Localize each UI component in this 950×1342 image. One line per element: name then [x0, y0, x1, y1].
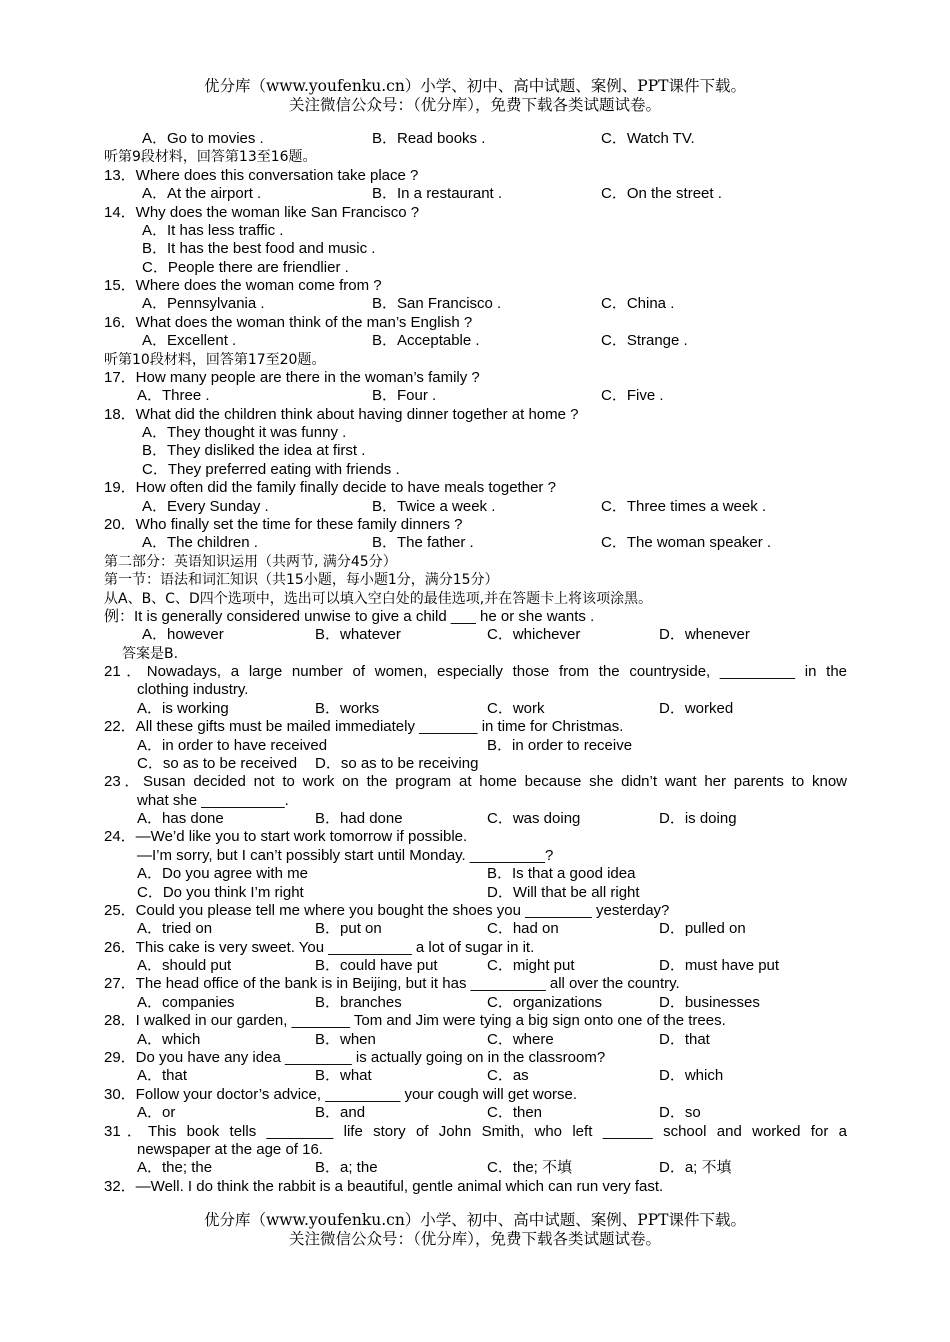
- option-text: C．as: [487, 1067, 529, 1085]
- line-text: 从A、B、C、D四个选项中，选出可以填入空白处的最佳选项,并在答题卡上将该项涂黑。: [104, 590, 653, 607]
- option-text: D．must have put: [659, 957, 780, 975]
- exam-line: [0, 479, 950, 498]
- option-text: B．Read books .: [372, 130, 486, 147]
- option-text: C．had on: [487, 920, 559, 938]
- exam-line: [0, 148, 950, 167]
- exam-line: [0, 645, 950, 664]
- line-text: C．Do you think I’m right: [137, 883, 304, 901]
- line-text: A．Three .: [137, 387, 210, 405]
- exam-line: [0, 424, 950, 443]
- line-text: C．They preferred eating with friends .: [142, 460, 400, 478]
- line-text: 16．What does the woman think of the man’s English ?: [104, 313, 473, 331]
- option-text: C．organizations: [487, 993, 603, 1011]
- exam-line: [0, 332, 950, 351]
- option-text: D．is doing: [659, 810, 737, 828]
- exam-line: [0, 773, 950, 792]
- exam-line: [0, 1104, 950, 1123]
- exam-line: [0, 700, 950, 719]
- line-text: 13．Where does this conversation take place ?: [104, 166, 419, 184]
- exam-line: [0, 259, 950, 278]
- line-text: A．They thought it was funny .: [142, 424, 347, 442]
- line-text: A．It has less traffic .: [142, 221, 284, 239]
- option-text: B．branches: [315, 993, 402, 1011]
- line-text: 22．All these gifts must be mailed immediately _______ in time for Christmas.: [104, 718, 624, 736]
- line-text: A．The children .: [142, 534, 258, 552]
- option-text: B．had done: [315, 810, 403, 828]
- line-text: 24．—We’d like you to start work tomorrow if possible.: [104, 828, 468, 846]
- line-text: A．Excellent .: [142, 332, 237, 350]
- exam-line: [0, 130, 950, 149]
- exam-line: [0, 755, 950, 774]
- option-text: B．Is that a good idea: [487, 865, 636, 883]
- line-text: A．Pennsylvania .: [142, 295, 265, 313]
- line-text: A．however: [142, 626, 224, 644]
- option-text: B．in order to receive: [487, 736, 633, 754]
- option-text: C．work: [487, 699, 545, 717]
- option-text: C．Watch TV.: [601, 130, 695, 147]
- exam-line: [0, 681, 950, 700]
- exam-line: [0, 240, 950, 259]
- line-text: 19．How often did the family finally decide to have meals together ?: [104, 479, 556, 497]
- exam-line: [0, 534, 950, 553]
- option-text: D．that: [659, 1030, 710, 1048]
- line-text: A．in order to have received: [137, 736, 328, 754]
- exam-line: [0, 920, 950, 939]
- exam-line: [0, 718, 950, 737]
- exam-line: [0, 1123, 950, 1142]
- option-text: C．On the street .: [601, 185, 722, 203]
- exam-line: [0, 865, 950, 884]
- line-text: A．that: [137, 1067, 188, 1085]
- line-text: A．tried on: [137, 920, 213, 938]
- option-text: C．China .: [601, 295, 675, 313]
- exam-line: [0, 626, 950, 645]
- exam-line: [0, 847, 950, 866]
- exam-line: [0, 277, 950, 296]
- exam-line: [0, 1086, 950, 1105]
- exam-line: [0, 1049, 950, 1068]
- line-text: 14．Why does the woman like San Francisco ?: [104, 203, 420, 221]
- line-text: 第一节：语法和词汇知识（共15小题，每小题1分，满分15分）: [104, 572, 499, 589]
- line-text: A．or: [137, 1104, 176, 1122]
- line-text: A．At the airport .: [142, 185, 262, 203]
- option-text: C．where: [487, 1030, 554, 1048]
- option-text: B．Four .: [372, 387, 437, 405]
- line-text: 听第9段材料，回答第13至16题。: [104, 149, 317, 166]
- footer-line-1: 优分库（www.youfenku.cn）小学、初中、高中试题、案例、PPT课件下载。: [203, 1211, 747, 1229]
- header-line-1: 优分库（www.youfenku.cn）小学、初中、高中试题、案例、PPT课件下载。: [203, 77, 747, 95]
- option-text: C．the; 不填: [487, 1159, 573, 1177]
- exam-line: [0, 571, 950, 590]
- exam-line: [0, 1178, 950, 1197]
- line-text: 28．I walked in our garden, _______ Tom and Jim were tying a big sign onto one of the trees.: [104, 1012, 726, 1030]
- exam-line: [0, 498, 950, 517]
- option-text: B．Acceptable .: [372, 332, 480, 350]
- exam-line: [0, 1159, 950, 1178]
- exam-line: [0, 1012, 950, 1031]
- option-text: B．when: [315, 1030, 376, 1048]
- exam-line: [0, 1141, 950, 1160]
- exam-line: [0, 442, 950, 461]
- line-text: clothing industry.: [137, 681, 249, 699]
- option-text: D．a; 不填: [659, 1159, 732, 1177]
- option-text: B．could have put: [315, 957, 438, 975]
- exam-line: [0, 461, 950, 480]
- exam-line: [0, 737, 950, 756]
- exam-line: [0, 902, 950, 921]
- exam-line: [0, 810, 950, 829]
- line-text: 20．Who finally set the time for these family dinners ?: [104, 515, 463, 533]
- option-text: C．Five .: [601, 387, 664, 405]
- option-text: D．which: [659, 1067, 724, 1085]
- page-footer: [0, 1211, 950, 1249]
- option-text: D．pulled on: [659, 920, 746, 938]
- exam-line: [0, 590, 950, 609]
- line-text: 例：It is generally considered unwise to give a child ___ he or she wants .: [104, 607, 595, 625]
- line-text: —I’m sorry, but I can’t possibly start until Monday. _________?: [137, 846, 554, 864]
- option-text: D．Will that be all right: [487, 883, 640, 901]
- line-text: 15．Where does the woman come from ?: [104, 277, 382, 295]
- line-text: C．People there are friendlier .: [142, 258, 349, 276]
- line-text: 23．Susan decided not to work on the program at home because she didn’t want her parents to know: [104, 773, 847, 791]
- line-text: A．should put: [137, 957, 232, 975]
- exam-line: [0, 222, 950, 241]
- line-text: A．Do you agree with me: [137, 865, 308, 883]
- option-text: D．worked: [659, 699, 734, 717]
- line-text: A．companies: [137, 993, 235, 1011]
- line-text: A．Every Sunday .: [142, 497, 269, 515]
- exam-line: [0, 608, 950, 627]
- exam-line: [0, 663, 950, 682]
- line-text: 21．Nowadays, a large number of women, especially those from the countryside, _________ in the: [104, 663, 847, 681]
- exam-line: [0, 939, 950, 958]
- line-text: 25．Could you please tell me where you bought the shoes you ________ yesterday?: [104, 901, 670, 919]
- option-text: B．In a restaurant .: [372, 185, 503, 203]
- option-text: B．and: [315, 1104, 366, 1122]
- line-text: 第二部分：英语知识运用（共两节, 满分45分）: [104, 553, 397, 570]
- exam-line: [0, 994, 950, 1013]
- option-text: B．works: [315, 699, 380, 717]
- header-line-2: 关注微信公众号：（优分库），免费下载各类试题试卷。: [288, 96, 661, 114]
- line-text: newspaper at the age of 16.: [137, 1140, 323, 1158]
- exam-line: [0, 406, 950, 425]
- line-text: what she __________.: [137, 791, 289, 809]
- option-text: B．Twice a week .: [372, 497, 496, 515]
- option-text: B．a; the: [315, 1159, 378, 1177]
- line-text: A．which: [137, 1030, 201, 1048]
- exam-line: [0, 167, 950, 186]
- option-text: B．what: [315, 1067, 372, 1085]
- option-text: B．whatever: [315, 626, 401, 644]
- line-text: 31．This book tells ________ life story of John Smith, who left ______ school and worked for a: [104, 1122, 847, 1140]
- line-text: A．Go to movies .: [142, 130, 264, 147]
- exam-line: [0, 1067, 950, 1086]
- exam-line: [0, 792, 950, 811]
- line-text: 32．—Well. I do think the rabbit is a beautiful, gentle animal which can run very fast.: [104, 1177, 664, 1195]
- exam-line: [0, 975, 950, 994]
- exam-line: [0, 351, 950, 370]
- line-text: A．is working: [137, 699, 229, 717]
- footer-line-2: 关注微信公众号：（优分库），免费下载各类试题试卷。: [288, 1230, 661, 1248]
- option-text: B．The father .: [372, 534, 474, 552]
- line-text: 答案是B.: [122, 645, 179, 662]
- option-text: B．San Francisco .: [372, 295, 502, 313]
- line-text: 26．This cake is very sweet. You __________ a lot of sugar in it.: [104, 938, 535, 956]
- line-text: A．the; the: [137, 1159, 213, 1177]
- option-text: D．so as to be receiving: [315, 754, 479, 772]
- option-text: C．The woman speaker .: [601, 534, 772, 552]
- exam-line: [0, 1031, 950, 1050]
- exam-line: [0, 884, 950, 903]
- option-text: C．then: [487, 1104, 543, 1122]
- option-text: C．whichever: [487, 626, 581, 644]
- line-text: A．has done: [137, 810, 224, 828]
- page-header: [0, 77, 950, 115]
- exam-line: [0, 957, 950, 976]
- exam-line: [0, 553, 950, 572]
- option-text: C．might put: [487, 957, 575, 975]
- option-text: B．put on: [315, 920, 382, 938]
- exam-line: [0, 295, 950, 314]
- line-text: 17．How many people are there in the woman’s family ?: [104, 368, 480, 386]
- line-text: B．It has the best food and music .: [142, 240, 376, 258]
- option-text: D．so: [659, 1104, 701, 1122]
- exam-line: [0, 828, 950, 847]
- line-text: C．so as to be received: [137, 754, 298, 772]
- line-text: 30．Follow your doctor’s advice, _________ your cough will get worse.: [104, 1085, 578, 1103]
- line-text: 听第10段材料，回答第17至20题。: [104, 351, 326, 368]
- option-text: D．businesses: [659, 993, 760, 1011]
- exam-line: [0, 185, 950, 204]
- line-text: B．They disliked the idea at first .: [142, 442, 366, 460]
- exam-line: [0, 314, 950, 333]
- exam-line: [0, 204, 950, 223]
- option-text: C．Strange .: [601, 332, 688, 350]
- option-text: D．whenever: [659, 626, 750, 644]
- line-text: 29．Do you have any idea ________ is actually going on in the classroom?: [104, 1049, 606, 1066]
- exam-line: [0, 516, 950, 535]
- exam-line: [0, 387, 950, 406]
- line-text: 18．What did the children think about having dinner together at home ?: [104, 405, 579, 423]
- option-text: C．Three times a week .: [601, 497, 767, 515]
- option-text: C．was doing: [487, 810, 581, 828]
- line-text: 27．The head office of the bank is in Beijing, but it has _________ all over the country.: [104, 975, 680, 993]
- exam-line: [0, 369, 950, 388]
